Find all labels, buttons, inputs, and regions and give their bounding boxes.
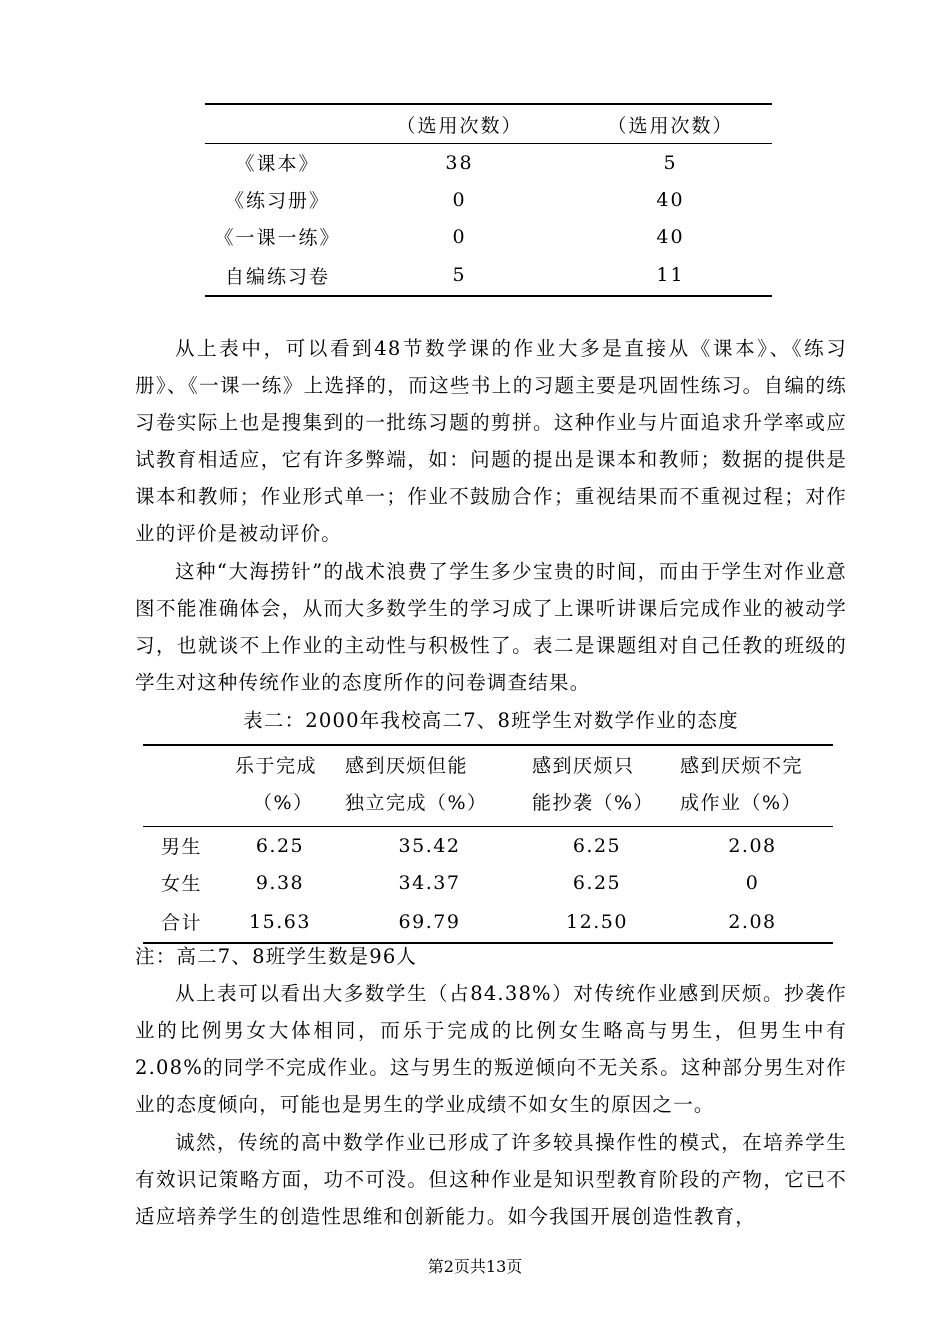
- table2-cell: 0: [745, 871, 760, 894]
- header-line: （%）: [253, 792, 314, 814]
- table2-row-label: 合计: [143, 901, 223, 943]
- table1-cell: 0: [452, 188, 467, 211]
- paragraph-survey-analysis: 从上表可以看出大多数学生（占84.38%）对传统作业感到厌烦。抄袭作业的比例男女大体相同，而乐于完成的比例女生略高与男生，但男生中有2.08%的同学不完成作业。这与男生的叛逆倾向不无关系。这种部分男生对作业的态度倾向，可能也是男生的学业成绩不如女生的原因之一。: [135, 982, 847, 1116]
- table2-row-label: 男生: [161, 836, 203, 858]
- table2-cell: 6.25: [572, 871, 622, 894]
- table2-header-cell: [337, 745, 522, 827]
- header-line: 感到厌烦不完: [680, 755, 804, 777]
- table2-cell: 2.08: [672, 901, 833, 943]
- table1-header-row: [205, 104, 772, 144]
- header-line: 感到厌烦但能: [345, 755, 469, 777]
- header-line: 独立完成（%）: [345, 792, 488, 814]
- table-selection-counts: [205, 103, 772, 297]
- table1-cell: 《课本》: [235, 153, 320, 175]
- page-footer: 第2页共13页: [427, 1257, 523, 1276]
- table2-header-cell: [522, 745, 672, 827]
- paragraph-traditional-homework: 诚然，传统的高中数学作业已形成了许多较具操作性的模式，在培养学生有效识记策略方面，功不可没。但这种作业是知识型教育阶段的产物，它已不适应培养学生的创造性思维和创新能力。如今我国开展创造性教育，: [135, 1131, 847, 1228]
- table1-cell: 5: [663, 151, 678, 174]
- table2: [143, 744, 833, 944]
- table-attitude-survey: [143, 744, 833, 944]
- header-line: 感到厌烦只: [532, 755, 635, 777]
- table1-header-cell: （选用次数）: [569, 104, 772, 144]
- header-line: 成作业（%）: [680, 792, 803, 814]
- table2-caption: 表二：2000年我校高二7、8班学生对数学作业的态度: [243, 709, 739, 732]
- table1-cell: 《练习册》: [224, 190, 330, 212]
- table1-cell: 38: [445, 151, 474, 174]
- table-row: [205, 218, 772, 255]
- header-line: 能抄袭（%）: [532, 792, 655, 814]
- table-row: [143, 901, 833, 943]
- table2-cell: 34.37: [398, 871, 461, 894]
- table2-cell: 9.38: [255, 871, 305, 894]
- header-line: 乐于完成: [235, 755, 318, 777]
- table-row: [143, 827, 833, 865]
- paragraph-passive-learning: 这种“大海捞针”的战术浪费了学生多少宝贵的时间，而由于学生对作业意图不能准确体会，从而大多数学生的学习成了上课听讲课后完成作业的被动学习，也就谈不上作业的主动性与积极性了。表二是课题组对自己任教的班级的学生对这种传统作业的态度所作的问卷调查结果。: [135, 560, 847, 694]
- table2-cell: 69.79: [337, 901, 522, 943]
- table-row: [205, 255, 772, 296]
- table1-cell: 40: [656, 188, 685, 211]
- table-row: [205, 181, 772, 218]
- table1-cell: 11: [569, 255, 772, 296]
- table2-cell: 15.63: [223, 901, 337, 943]
- table1: [205, 103, 772, 297]
- table1-header-cell: [205, 104, 350, 144]
- table2-cell: 12.50: [522, 901, 672, 943]
- table2-row-label: 女生: [161, 873, 203, 895]
- table1-cell: 40: [656, 225, 685, 248]
- table2-note: 注：高二7、8班学生数是96人: [135, 945, 418, 968]
- table2-header-row: [143, 745, 833, 827]
- table1-cell: 5: [350, 255, 569, 296]
- table2-header-cell: [223, 745, 337, 827]
- table2-cell: 6.25: [255, 834, 305, 857]
- paragraph-homework-sources: 从上表中，可以看到48节数学课的作业大多是直接从《课本》、《练习册》、《一课一练》上选择的，而这些书上的习题主要是巩固性练习。自编的练习卷实际上也是搜集到的一批练习题的剪拼。这种作业与片面追求升学率或应试教育相适应，它有许多弊端，如：问题的提出是课本和教师；数据的提供是课本和教师；作业形式单一；作业不鼓励合作；重视结果而不重视过程；对作业的评价是被动评价。: [135, 337, 847, 545]
- table2-header-cell: [672, 745, 833, 827]
- table1-cell: 0: [452, 225, 467, 248]
- table1-header-cell: （选用次数）: [350, 104, 569, 144]
- table2-cell: 2.08: [728, 834, 777, 857]
- table-row: [205, 144, 772, 182]
- table2-cell: 6.25: [572, 834, 622, 857]
- table1-cell: 自编练习卷: [205, 255, 350, 296]
- table1-cell: 《一课一练》: [214, 227, 341, 249]
- table2-cell: 35.42: [398, 834, 461, 857]
- table-row: [143, 864, 833, 901]
- table2-header-corner: [143, 745, 223, 827]
